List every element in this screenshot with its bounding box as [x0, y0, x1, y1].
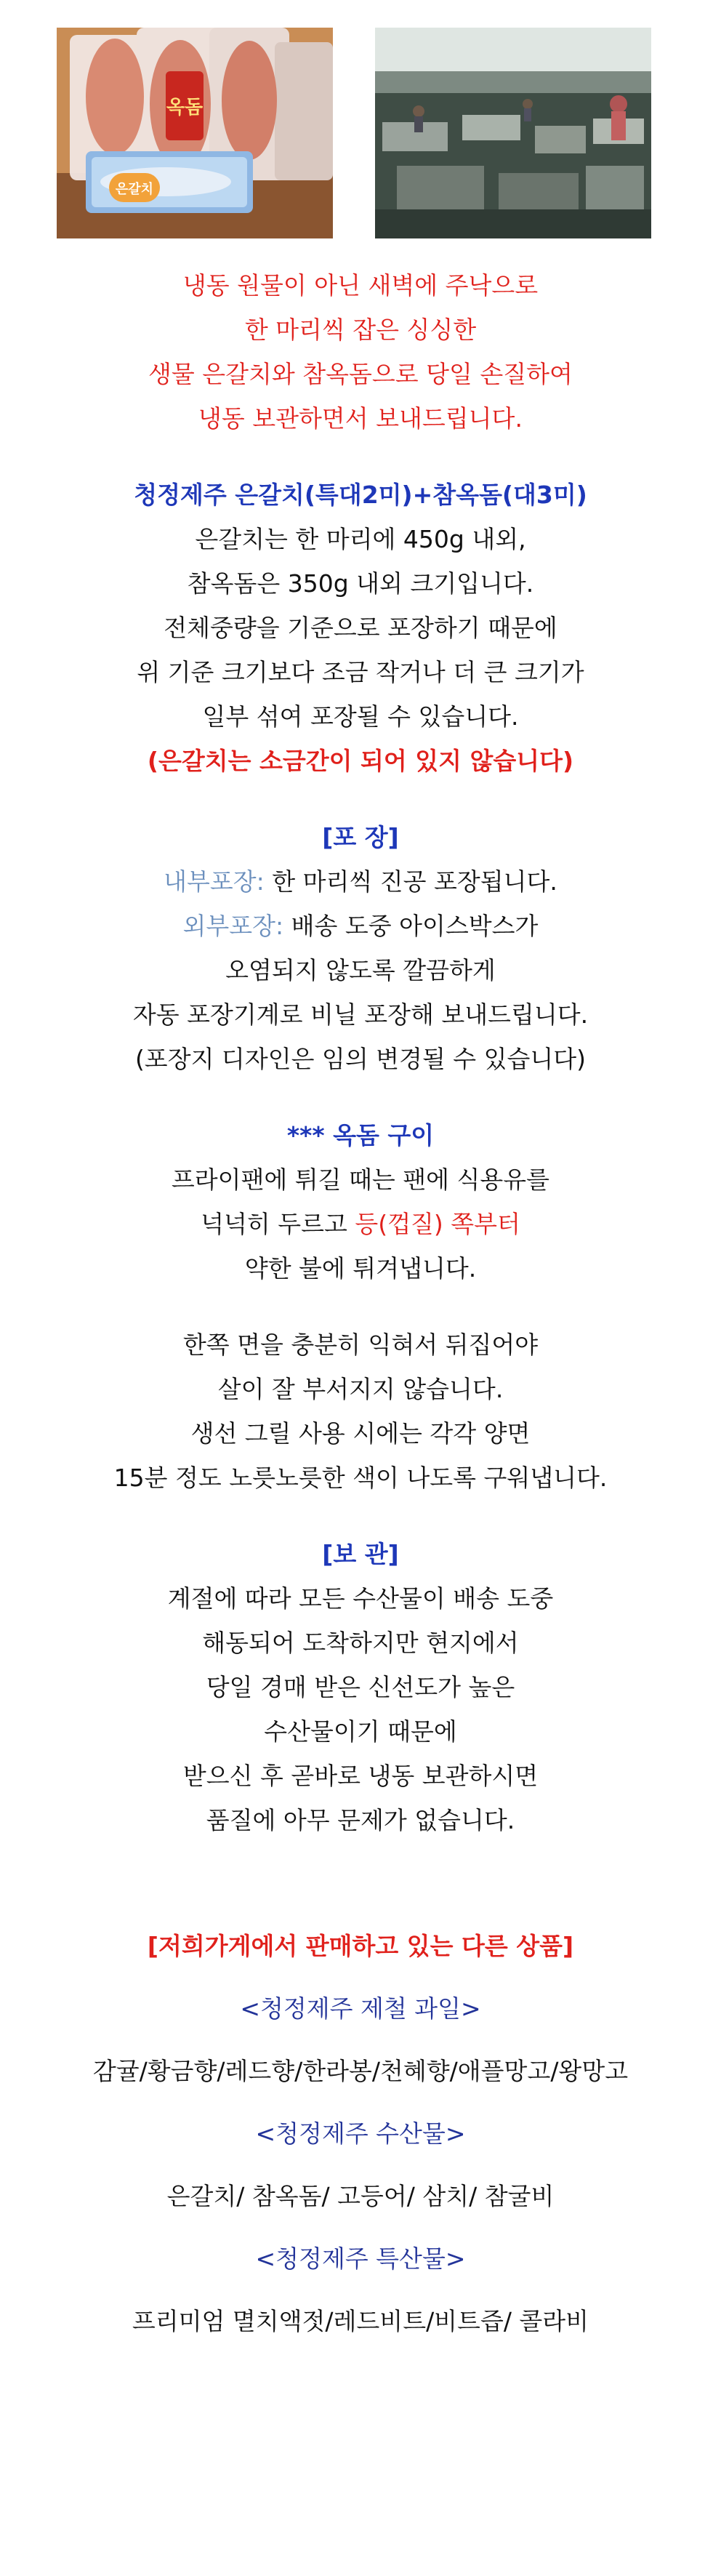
storage-line: 계절에 따라 모든 수산물이 배송 도중 — [167, 1584, 554, 1613]
seafood-category-title: <청정제주 수산물> — [255, 2119, 466, 2148]
cooking-highlight: 등(껍질) 쪽부터 — [355, 1210, 520, 1238]
storage-section — [0, 1532, 721, 1842]
storage-line: 품질에 아무 문제가 없습니다. — [206, 1806, 515, 1834]
svg-text:은갈치: 은갈치 — [115, 182, 154, 197]
packaging-line: 오염되지 않도록 깔끔하게 — [225, 956, 496, 984]
specialty-category-title: <청정제주 특산물> — [255, 2244, 466, 2273]
product-line: 은갈치는 한 마리에 450g 내외, — [195, 525, 526, 553]
cooking-line: 프라이팬에 튀길 때는 팬에 식용유를 — [171, 1165, 550, 1194]
fish-package-image — [57, 28, 333, 238]
fish-package-photo — [57, 28, 333, 238]
packaging-title: [포 장] — [322, 823, 399, 851]
packaging-section — [0, 815, 721, 1081]
cooking-line: 생선 그릴 사용 시에는 각각 양면 — [190, 1419, 531, 1448]
fruit-items: 감귤/황금향/레드향/한라봉/천혜향/애플망고/왕망고 — [92, 2057, 629, 2085]
product-title: 청정제주 은갈치(특대2미)+참옥돔(대3미) — [134, 481, 587, 509]
intro-line: 생물 은갈치와 참옥돔으로 당일 손질하여 — [148, 360, 573, 388]
storage-title: [보 관] — [322, 1540, 399, 1568]
storage-line: 해동되어 도착하지만 현지에서 — [202, 1629, 519, 1657]
product-description — [0, 263, 721, 2353]
other-products-section — [0, 1915, 721, 2353]
cooking-title: *** 옥돔 구이 — [286, 1121, 435, 1149]
product-line: 일부 섞여 포장될 수 있습니다. — [202, 702, 519, 731]
intro-line: 냉동 원물이 아닌 새벽에 주낙으로 — [182, 271, 539, 300]
cooking-line: 약한 불에 튀겨냅니다. — [244, 1254, 477, 1283]
packaging-line: 자동 포장기계로 비닐 포장해 보내드립니다. — [132, 1000, 589, 1029]
salt-notice: (은갈치는 소금간이 되어 있지 않습니다) — [147, 747, 574, 775]
fruit-category-title: <청정제주 제철 과일> — [240, 1994, 481, 2023]
outer-packaging-label: 외부포장: — [182, 912, 284, 940]
intro-line: 냉동 보관하면서 보내드립니다. — [198, 404, 523, 433]
other-products-title: [저희가게에서 판매하고 있는 다른 상품] — [147, 1932, 574, 1960]
product-line: 전체중량을 기준으로 포장하기 때문에 — [164, 614, 557, 642]
fish-market-photo — [375, 28, 651, 238]
cooking-line: 한쪽 면을 충분히 익혀서 뒤집어야 — [182, 1331, 539, 1359]
outer-packaging-line — [0, 904, 721, 948]
inner-packaging-text: 한 마리씩 진공 포장됩니다. — [264, 867, 557, 896]
inner-packaging-line — [0, 859, 721, 904]
product-line: 위 기준 크기보다 조금 작거나 더 큰 크기가 — [137, 658, 584, 686]
storage-line: 당일 경매 받은 신선도가 높은 — [206, 1673, 515, 1701]
packaging-line: (포장지 디자인은 임의 변경될 수 있습니다) — [134, 1045, 587, 1073]
fish-market-image — [375, 28, 651, 238]
product-line: 참옥돔은 350g 내외 크기입니다. — [187, 569, 534, 598]
outer-packaging-text: 배송 도중 아이스박스가 — [283, 912, 539, 940]
cooking-line — [0, 1202, 721, 1246]
cooking-line: 살이 잘 부서지지 않습니다. — [217, 1375, 504, 1403]
intro-line: 한 마리씩 잡은 싱싱한 — [244, 316, 477, 344]
intro-section — [0, 263, 721, 441]
cooking-line: 15분 정도 노릇노릇한 색이 나도록 구워냅니다. — [113, 1464, 608, 1492]
seafood-items: 은갈치/ 참옥돔/ 고등어/ 삼치/ 참굴비 — [166, 2182, 555, 2210]
inner-packaging-label: 내부포장: — [164, 867, 265, 896]
cooking-line-text: 넉넉히 두르고 — [201, 1210, 355, 1238]
product-photos — [0, 28, 721, 238]
storage-line: 수산물이기 때문에 — [264, 1717, 457, 1746]
product-section — [0, 473, 721, 783]
cooking-section — [0, 1113, 721, 1500]
storage-line: 받으신 후 곧바로 냉동 보관하시면 — [182, 1762, 539, 1790]
svg-text:옥돔: 옥돔 — [166, 97, 204, 119]
specialty-items: 프리미엄 멸치액젓/레드비트/비트즙/ 콜라비 — [132, 2307, 589, 2335]
